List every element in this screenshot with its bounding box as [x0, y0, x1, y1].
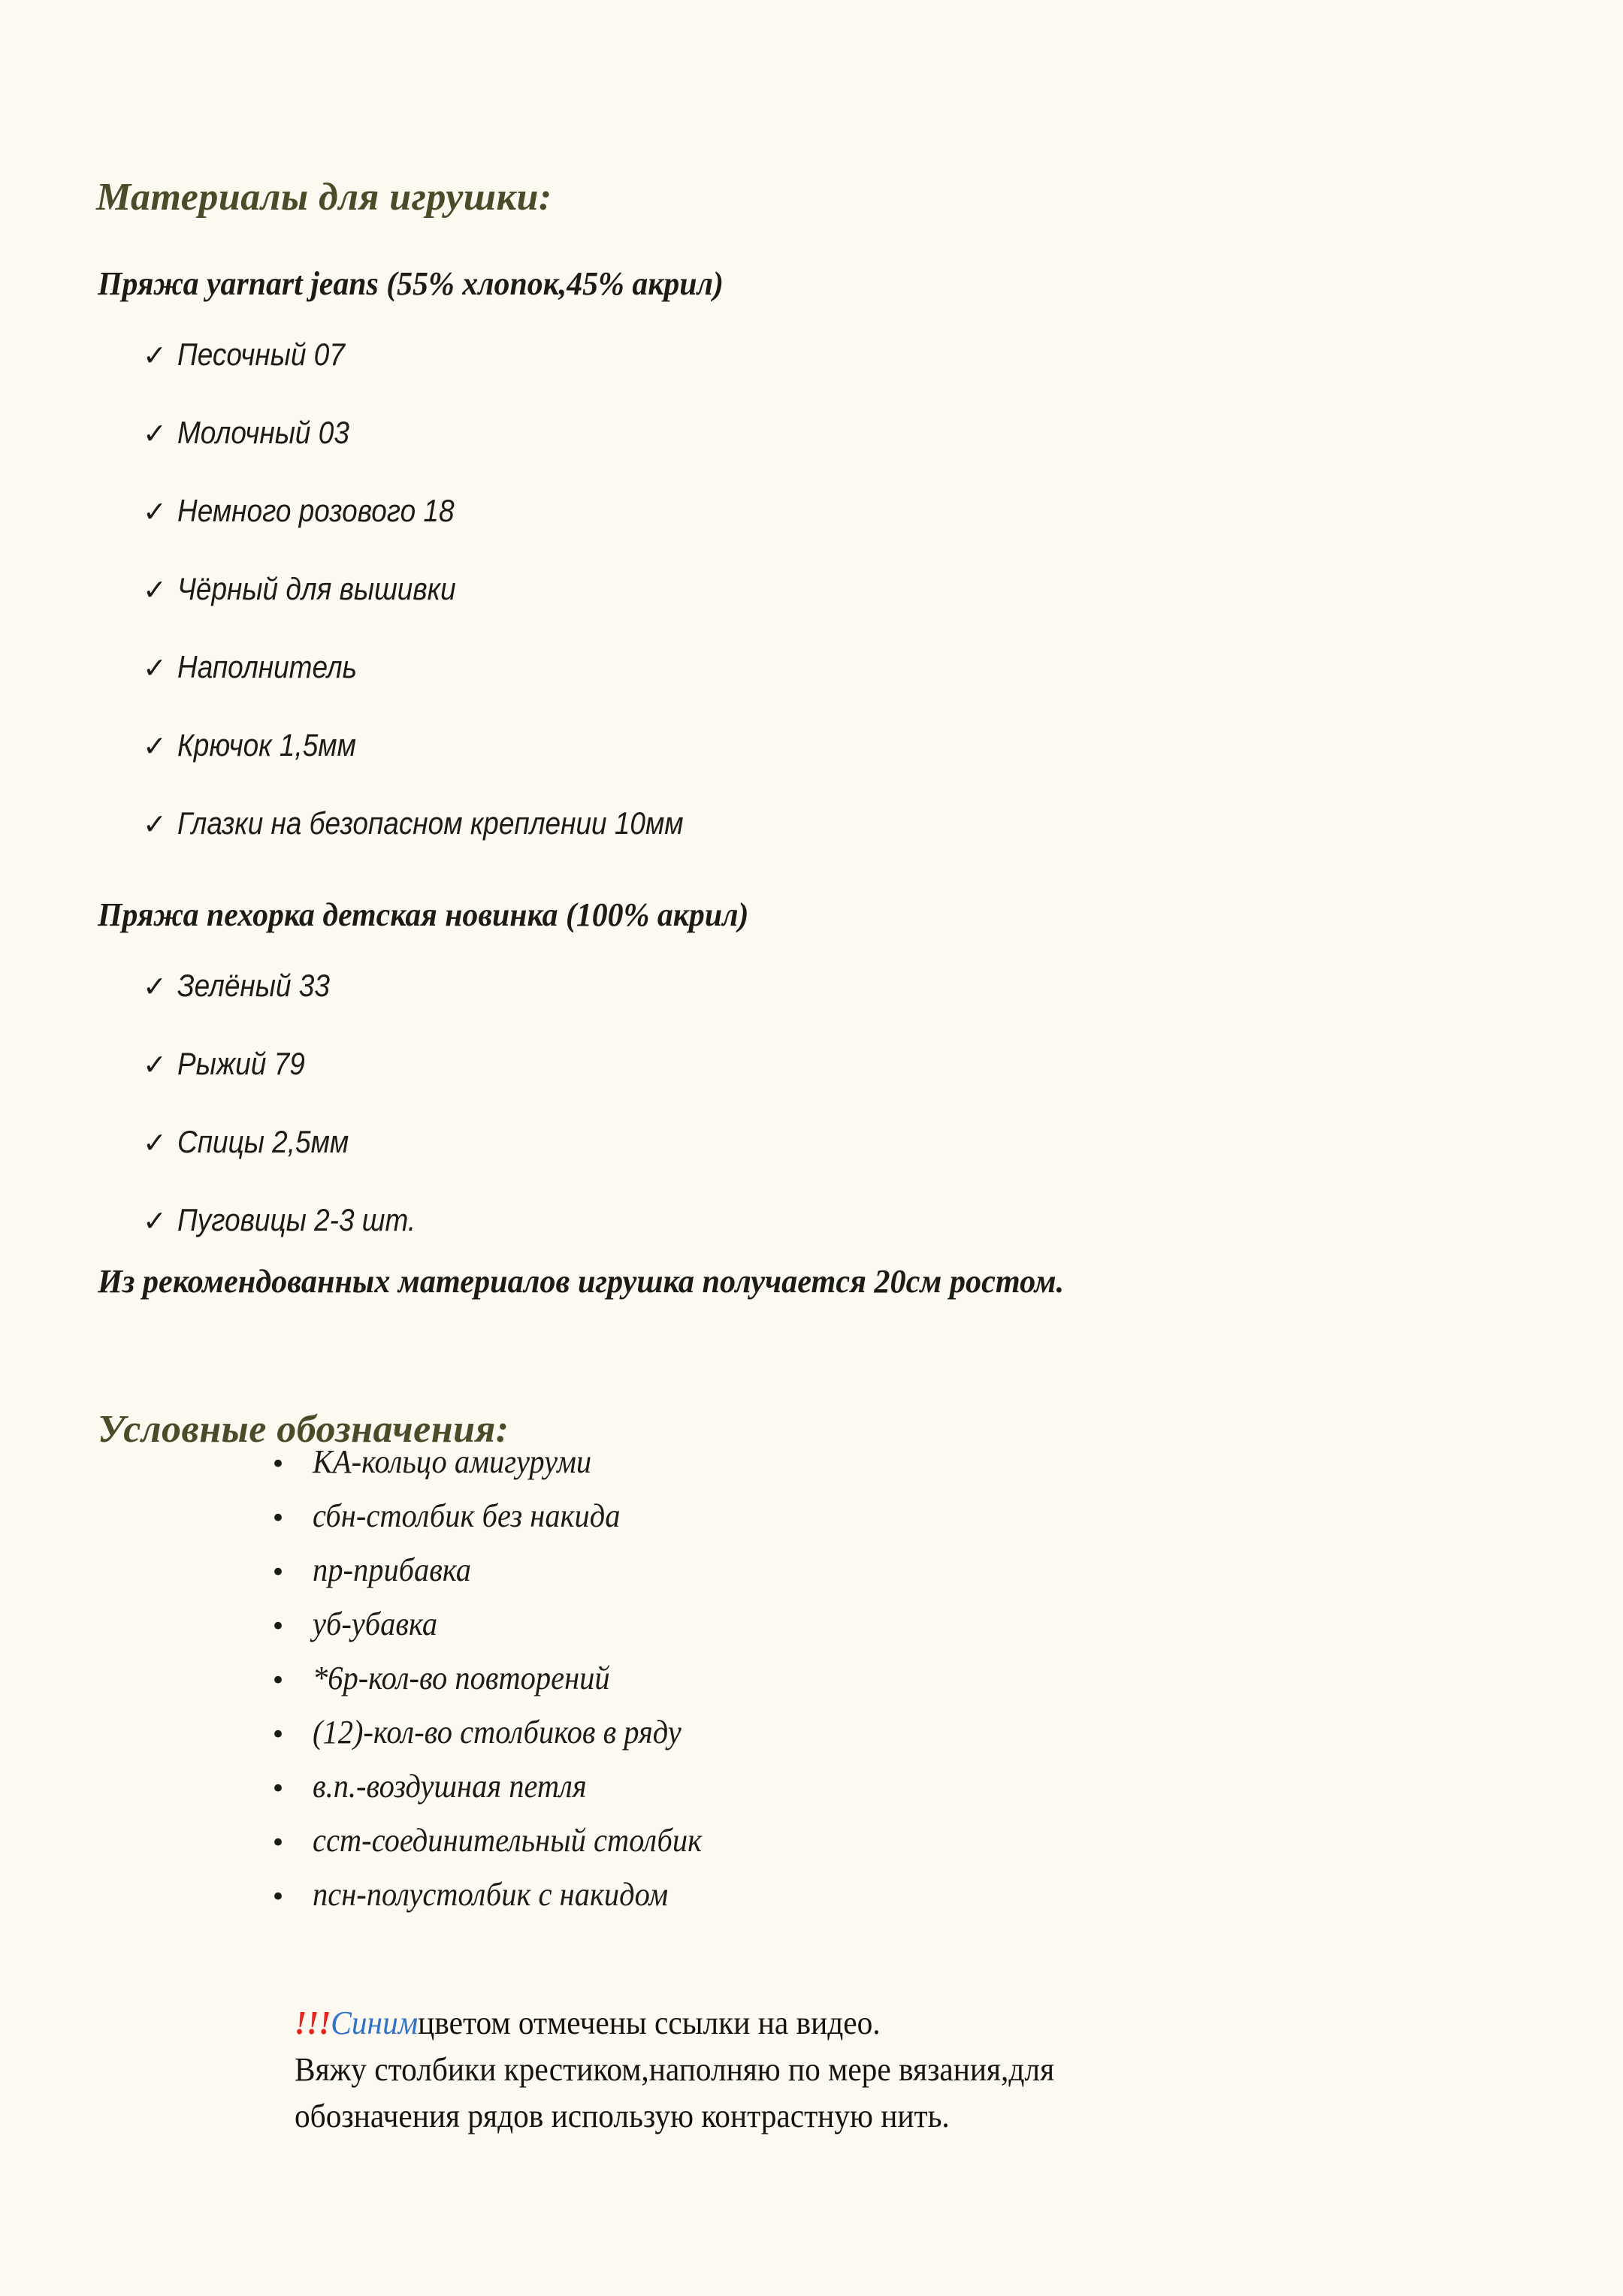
list-item-label: Чёрный для вышивки — [177, 571, 456, 606]
list-item — [270, 1713, 736, 1767]
exclamation-marks: !!! — [295, 2004, 331, 2041]
check-icon: ✓ — [143, 730, 167, 763]
list-item-label: в.п.-воздушная петля — [313, 1768, 587, 1805]
list-item-label: Наполнитель — [177, 649, 358, 684]
footer-note-block — [295, 2000, 1422, 2140]
check-icon: ✓ — [143, 651, 167, 684]
check-icon: ✓ — [143, 808, 167, 841]
bullet-icon: • — [270, 1720, 286, 1750]
list-item-label: Глазки на безопасном креплении 10мм — [177, 805, 684, 841]
bullet-icon: • — [270, 1828, 286, 1858]
list-item-label: Спицы 2,5мм — [177, 1124, 349, 1159]
bullet-icon: • — [270, 1612, 286, 1642]
list-item-label: пр-прибавка — [313, 1551, 472, 1588]
bullet-icon: • — [270, 1882, 286, 1912]
list-item — [270, 1659, 736, 1713]
list-item-label: *6р-кол-во повторений — [313, 1660, 610, 1696]
check-icon: ✓ — [143, 339, 167, 372]
list-item-label: Зелёный 33 — [177, 968, 330, 1003]
list-item-label: Немного розового 18 — [177, 493, 455, 528]
list-item — [143, 493, 752, 571]
footer-note-line-2: Вяжу столбики крестиком,наполняю по мере вязания,для — [295, 2051, 1055, 2088]
check-icon: ✓ — [143, 1126, 167, 1159]
footer-note-line-1 — [295, 2000, 1354, 2047]
list-item-label: сст-соединительный столбик — [313, 1822, 703, 1859]
list-item — [143, 415, 752, 493]
yarn-1-material-list — [143, 337, 752, 884]
blue-keyword: Синим — [331, 2004, 419, 2041]
list-item — [143, 727, 752, 805]
list-item-label: (12)-кол-во столбиков в ряду — [313, 1714, 682, 1751]
yarn-2-heading: Пряжа пехорка детская новинка (100% акрил) — [98, 896, 749, 933]
list-item-label: КА-кольцо амигуруми — [313, 1443, 592, 1480]
list-item — [143, 1046, 448, 1124]
list-item — [270, 1821, 736, 1875]
list-item — [143, 571, 752, 649]
bullet-icon: • — [270, 1503, 286, 1533]
list-item-label: Крючок 1,5мм — [177, 727, 356, 763]
check-icon: ✓ — [143, 1048, 167, 1081]
list-item-label: уб-убавка — [313, 1606, 438, 1642]
bullet-icon: • — [270, 1557, 286, 1588]
list-item-label: сбн-столбик без накида — [313, 1497, 621, 1534]
result-size-note: Из рекомендованных материалов игрушка получается 20см ростом. — [98, 1263, 1065, 1300]
abbreviation-list — [270, 1443, 736, 1929]
list-item-label: Рыжий 79 — [177, 1046, 305, 1081]
list-item-label: Пуговицы 2-3 шт. — [177, 1202, 416, 1237]
list-item-label: Молочный 03 — [177, 415, 349, 450]
bullet-icon: • — [270, 1666, 286, 1696]
list-item — [143, 649, 752, 727]
yarn-1-heading: Пряжа yarnart jeans (55% хлопок,45% акрил) — [98, 265, 724, 302]
list-item — [270, 1551, 736, 1605]
check-icon: ✓ — [143, 573, 167, 606]
list-item — [270, 1875, 736, 1929]
check-icon: ✓ — [143, 1204, 167, 1237]
list-item — [270, 1767, 736, 1821]
list-item-label: псн-полустолбик с накидом — [313, 1876, 669, 1913]
list-item — [270, 1443, 736, 1497]
footer-note-line-3: обозначения рядов использую контрастную нить. — [295, 2098, 950, 2134]
bullet-icon: • — [270, 1449, 286, 1479]
list-item — [143, 805, 752, 884]
page-title-symbols: Условные обозначения: — [98, 1408, 509, 1452]
list-item — [270, 1497, 736, 1551]
list-item — [143, 1124, 448, 1202]
check-icon: ✓ — [143, 970, 167, 1003]
page-title-materials: Материалы для игрушки: — [96, 175, 552, 219]
list-item — [270, 1605, 736, 1659]
bullet-icon: • — [270, 1774, 286, 1804]
check-icon: ✓ — [143, 417, 167, 450]
footer-note-line-1-rest: цветом отмечены ссылки на видео. — [418, 2004, 881, 2041]
list-item — [143, 337, 752, 415]
check-icon: ✓ — [143, 495, 167, 528]
yarn-2-material-list — [143, 968, 448, 1280]
list-item — [143, 968, 448, 1046]
list-item-label: Песочный 07 — [177, 337, 345, 372]
